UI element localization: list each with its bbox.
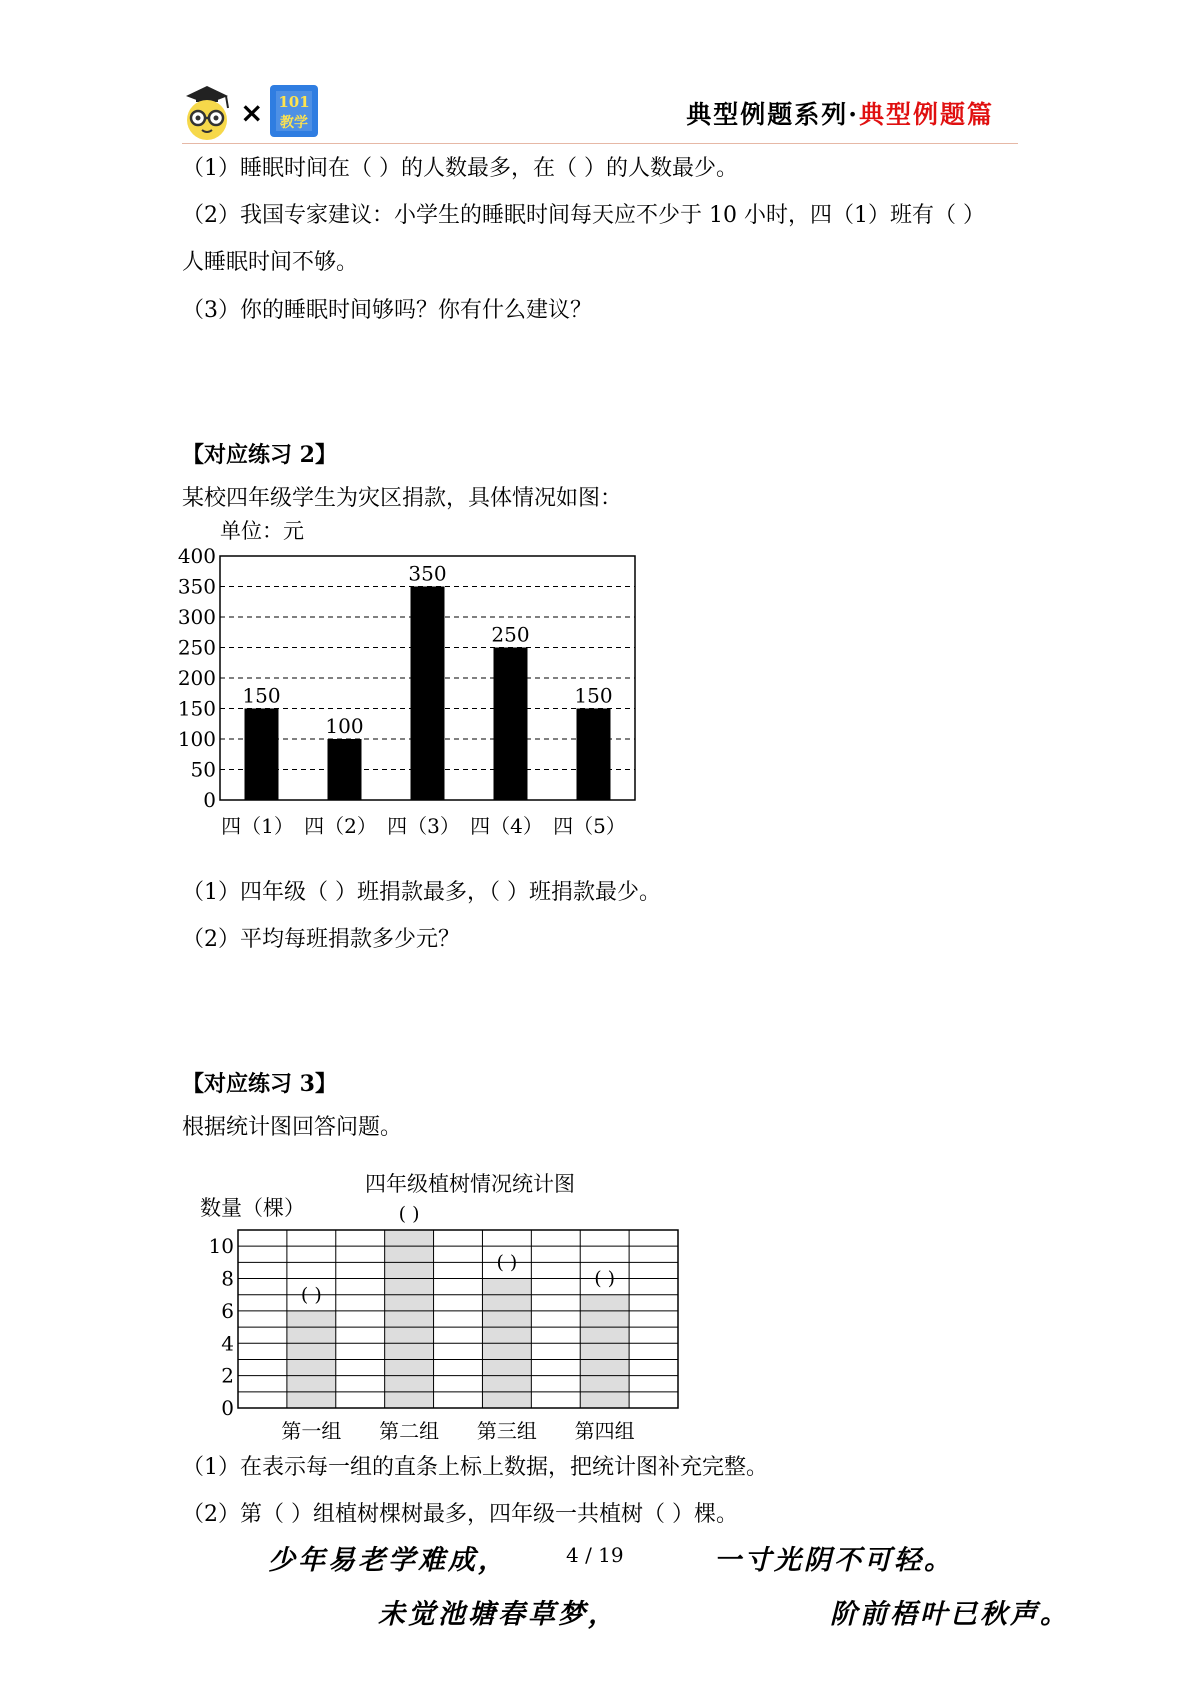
prev-question-2-line2: 人睡眠时间不够。 (182, 250, 359, 275)
bar (580, 1295, 629, 1408)
footer-poem-line-3: 未觉池塘春草梦， (378, 1599, 618, 1630)
donation-bar-chart (170, 518, 650, 870)
bar-value-blank: ( ) (300, 1283, 322, 1306)
chart-bars (287, 1230, 629, 1408)
chart-x-tick-labels (221, 814, 626, 838)
x-tick-label: 四（4） (470, 814, 543, 838)
chart-y-tick-labels (178, 544, 216, 812)
footer-poem-line-1: 少年易老学难成， (268, 1545, 508, 1576)
chart-bars (245, 587, 611, 801)
prev-question-1: （1）睡眠时间在（ ）的人数最多，在（ ）的人数最少。 (182, 156, 738, 181)
bar-value-blank: ( ) (496, 1251, 518, 1274)
owl-logo-icon (182, 84, 232, 140)
x-tick-label: 第三组 (476, 1419, 537, 1443)
series-title-black: 典型例题系列· (686, 100, 859, 129)
x-tick-label: 第四组 (574, 1419, 635, 1443)
y-tick-label: 200 (177, 666, 216, 690)
x-tick-label: 第一组 (281, 1419, 342, 1443)
practice-2-heading: 【对应练习 2】 (182, 442, 337, 468)
x-tick-label: 四（3） (387, 814, 460, 838)
practice-3-intro: 根据统计图回答问题。 (182, 1115, 403, 1140)
y-tick-label: 250 (177, 635, 216, 660)
practice-2-intro: 某校四年级学生为灾区捐款，具体情况如图： (182, 486, 623, 511)
chart-x-tick-labels (281, 1419, 634, 1443)
y-tick-label: 350 (177, 574, 216, 599)
footer-poem-line-4: 阶前梧叶已秋声。 (830, 1599, 1070, 1630)
y-tick-label: 4 (221, 1331, 234, 1356)
logo-math-text: 教学 (280, 115, 308, 131)
series-title (686, 95, 994, 131)
y-tick-label: 8 (221, 1266, 234, 1291)
bar-value-label: 150 (242, 683, 281, 708)
bar (245, 709, 279, 801)
y-tick-label: 100 (177, 727, 216, 751)
y-tick-label: 10 (208, 1234, 234, 1259)
bar (494, 648, 528, 801)
y-tick-label: 6 (221, 1298, 234, 1323)
prev-question-2-line1: （2）我国专家建议：小学生的睡眠时间每天应不少于 10 小时，四（1）班有（ ） (182, 203, 985, 228)
x-tick-label: 四（2） (304, 814, 377, 838)
x-tick-label: 四（1） (221, 814, 294, 838)
practice-2-question-2: （2）平均每班捐款多少元？ (182, 927, 460, 952)
y-tick-label: 150 (177, 696, 216, 721)
y-tick-label: 0 (203, 788, 216, 812)
page-number: 4 / 19 (566, 1543, 624, 1567)
bar-value-blank: ( ) (398, 1203, 420, 1225)
logo-101-text: 101 (278, 93, 310, 111)
x-tick-label: 四（5） (553, 814, 626, 838)
y-tick-label: 50 (190, 757, 216, 782)
y-tick-label: 400 (177, 544, 216, 568)
bar-value-label: 150 (574, 683, 613, 708)
practice-3-question-1: （1）在表示每一组的直条上标上数据，把统计图补充完整。 (182, 1455, 768, 1480)
y-tick-label: 0 (221, 1396, 234, 1420)
chart-y-axis-label: 数量（棵） (200, 1196, 305, 1220)
bar (328, 739, 362, 800)
times-symbol: × (240, 96, 264, 129)
bar (577, 709, 611, 801)
chart-value-blanks (301, 1203, 615, 1306)
practice-3-question-2: （2）第（ ）组植树棵树最多，四年级一共植树（ ）棵。 (182, 1502, 738, 1527)
practice-2-question-1: （1）四年级（ ）班捐款最多，（ ）班捐款最少。 (182, 880, 661, 905)
bar-value-blank: ( ) (594, 1267, 616, 1290)
math-101-logo-icon (268, 83, 320, 139)
header-divider (182, 143, 1018, 144)
y-tick-label: 2 (221, 1363, 234, 1388)
bar (385, 1230, 434, 1408)
prev-question-3: （3）你的睡眠时间够吗？你有什么建议？ (182, 298, 592, 323)
footer-poem-line-2: 一寸光阴不可轻。 (714, 1545, 954, 1576)
bar (411, 587, 445, 801)
series-title-red: 典型例题篇 (858, 100, 994, 129)
bar-value-label: 250 (491, 622, 530, 647)
tree-planting-bar-chart (180, 1163, 700, 1443)
chart-title: 四年级植树情况统计图 (365, 1172, 575, 1196)
chart-y-tick-labels (209, 1234, 234, 1420)
chart-unit-label: 单位：元 (220, 519, 304, 543)
y-tick-label: 300 (177, 605, 216, 629)
practice-3-heading: 【对应练习 3】 (182, 1071, 337, 1097)
x-tick-label: 第二组 (379, 1419, 440, 1443)
bar-value-label: 350 (408, 561, 447, 586)
bar-value-label: 100 (325, 714, 364, 738)
